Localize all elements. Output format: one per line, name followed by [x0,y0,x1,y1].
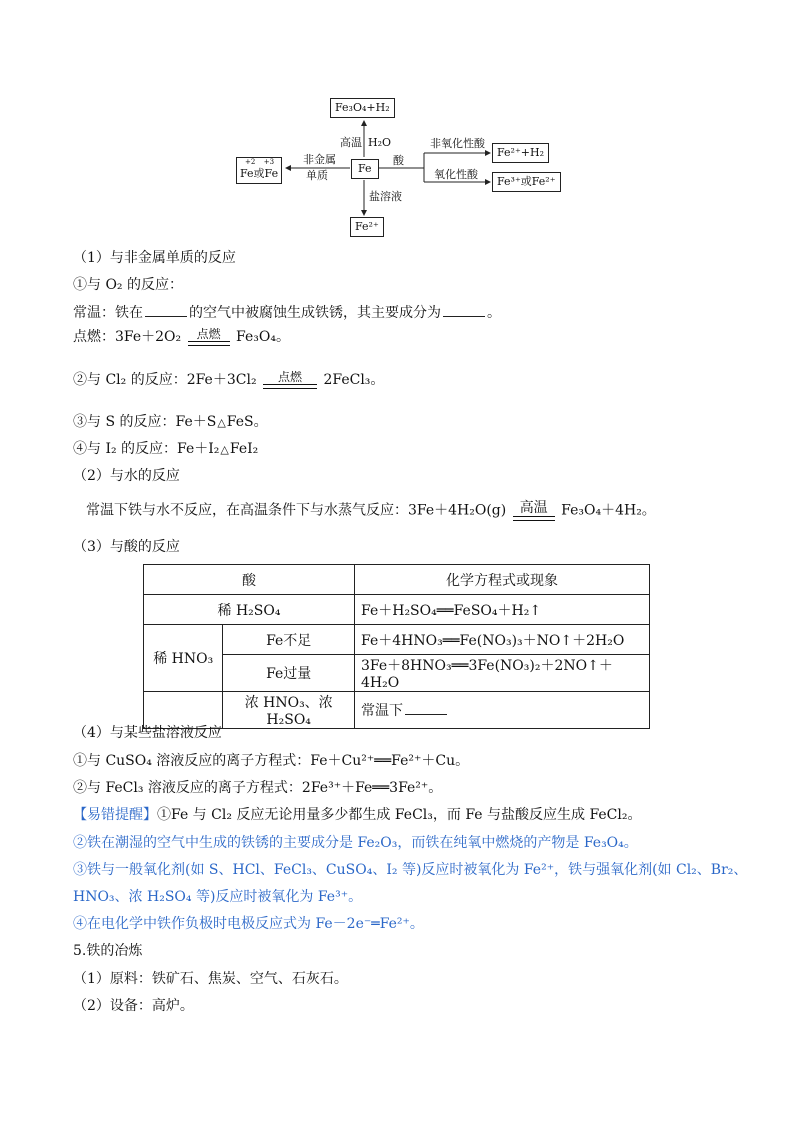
row2-sub2: Fe过量 [223,655,355,692]
valence-plus3: +3 [263,158,275,166]
section2-title: （2）与水的反应 [73,468,180,484]
diagram-box-fe2-h2: Fe²⁺+H₂ [492,143,549,163]
diagram-box-fe3o4-h2: Fe₃O₄+H₂ [330,98,395,118]
condition-arrow [513,500,555,521]
o2-normal-a: 常温：铁在 [73,305,143,321]
diagram-arrows [0,0,794,250]
section1-title: （1）与非金属单质的反应 [73,250,236,266]
o2-ignite-b: Fe₃O₄。 [236,329,290,345]
reminder-line2: ②铁在潮湿的空气中生成的铁锈的主要成分是 Fe₂O₃，而铁在纯氧中燃烧的产物是 Fe₃O₄。 [73,835,638,851]
diagram-box-fe-valence [236,157,282,184]
reminder-text1: ①Fe 与 Cl₂ 反应无论用量多少都生成 FeCl₃，而 Fe 与盐酸反应生成 FeCl₂。 [157,807,642,823]
cl2-line [73,370,384,390]
i2-b: FeI₂ [229,441,259,457]
row2-sub1: Fe不足 [223,625,355,655]
reminder-line5: ④在电化学中铁作负极时电极反应式为 Fe－2e⁻═Fe²⁺。 [73,916,424,932]
cuso4-line: ①与 CuSO₄ 溶液反应的离子方程式：Fe＋Cu²⁺══Fe²⁺＋Cu。 [73,753,470,769]
valence-plus2: +2 [245,158,256,166]
row3-acid: 浓 HNO₃、浓 H₂SO₄ [223,692,355,729]
label-h2o: H₂O [368,136,392,149]
row1-acid: 稀 H₂SO₄ [144,595,355,625]
diagram-box-fe: Fe [351,159,379,179]
cl2-a: ②与 Cl₂ 的反应：2Fe＋3Cl₂ [73,372,257,388]
water-line [86,500,656,521]
fecl3-line: ②与 FeCl₃ 溶液反应的离子方程式：2Fe³⁺＋Fe══3Fe²⁺。 [73,780,443,796]
section5-raw: （1）原料：铁矿石、焦炭、空气、石灰石。 [73,971,348,987]
section5-equipment: （2）设备：高炉。 [73,998,194,1014]
condition-label: 点燃 [196,327,221,341]
acid-reaction-table [143,564,650,729]
reminder-line1 [73,805,642,825]
reminder-tag: 【易错提醒】 [73,807,157,823]
header-equation: 化学方程式或现象 [355,565,650,595]
label-acid: 酸 [393,154,404,167]
label-gaowen: 高温 [340,136,362,149]
s-a: ③与 S 的反应：Fe＋S [73,414,217,430]
o2-normal-line [73,302,501,323]
diagram-box-fe3-or-fe2: Fe³⁺或Fe²⁺ [492,172,561,192]
label-nonmetal: 非金属 [303,153,336,166]
o2-normal-c: 。 [487,305,501,321]
diagram-box-fe-valence-text: Fe或Fe [240,167,279,180]
section3-title: （3）与酸的反应 [73,539,180,555]
label-nonoxidizing-acid: 非氧化性酸 [430,137,485,150]
s-b: FeS。 [226,414,268,430]
header-acid: 酸 [144,565,355,595]
blank-1[interactable] [145,302,187,317]
heat-triangle-icon: △ [220,443,229,456]
row3-cell [355,692,650,729]
o2-intro: ①与 O₂ 的反应： [73,277,183,293]
section5-title: 5.铁的冶炼 [73,943,143,959]
reminder-line3: ③铁与一般氧化剂(如 S、HCl、FeCl₃、CuSO₄、I₂ 等)反应时被氧化为 Fe²⁺，铁与强氧化剂(如 Cl₂、Br₂、 [73,862,748,878]
section4-title: （4）与某些盐溶液反应 [73,725,222,741]
label-oxidizing-acid: 氧化性酸 [434,168,478,181]
water-a: 常温下铁与水不反应，在高温条件下与水蒸气反应：3Fe＋4H₂O(g) [86,502,507,519]
o2-ignite-a: 点燃：3Fe＋2O₂ [73,329,182,345]
diagram-box-fe2: Fe²⁺ [350,217,384,237]
table-row [144,625,650,655]
o2-normal-b: 的空气中被腐蚀生成铁锈，其主要成分为 [189,305,441,321]
label-salt-solution: 盐溶液 [369,190,402,203]
blank-3[interactable] [405,700,447,715]
label-element: 单质 [306,169,328,182]
table-header-row [144,565,650,595]
row3-text: 常温下 [361,703,403,719]
o2-ignite-line [73,327,290,347]
blank-2[interactable] [443,302,485,317]
condition-arrow [188,328,230,346]
row2-acid: 稀 HNO₃ [144,625,223,692]
s-line [73,412,268,433]
condition-arrow [263,371,317,389]
row1-equation: Fe＋H₂SO₄══FeSO₄＋H₂↑ [355,595,650,625]
row2-equation1: Fe＋4HNO₃══Fe(NO₃)₃＋NO↑＋2H₂O [355,625,650,655]
row2-equation2: 3Fe＋8HNO₃══3Fe(NO₃)₂＋2NO↑＋4H₂O [355,655,650,692]
water-b: Fe₃O₄＋4H₂。 [561,502,656,519]
condition-label: 高温 [519,500,548,516]
heat-triangle-icon: △ [217,416,226,429]
cl2-b: 2FeCl₃。 [323,372,385,388]
condition-label: 点燃 [278,370,303,384]
i2-a: ④与 I₂ 的反应：Fe＋I₂ [73,441,220,457]
reminder-line4: HNO₃、浓 H₂SO₄ 等)反应时被氧化为 Fe³⁺。 [73,889,363,905]
table-row [144,595,650,625]
i2-line [73,439,258,460]
